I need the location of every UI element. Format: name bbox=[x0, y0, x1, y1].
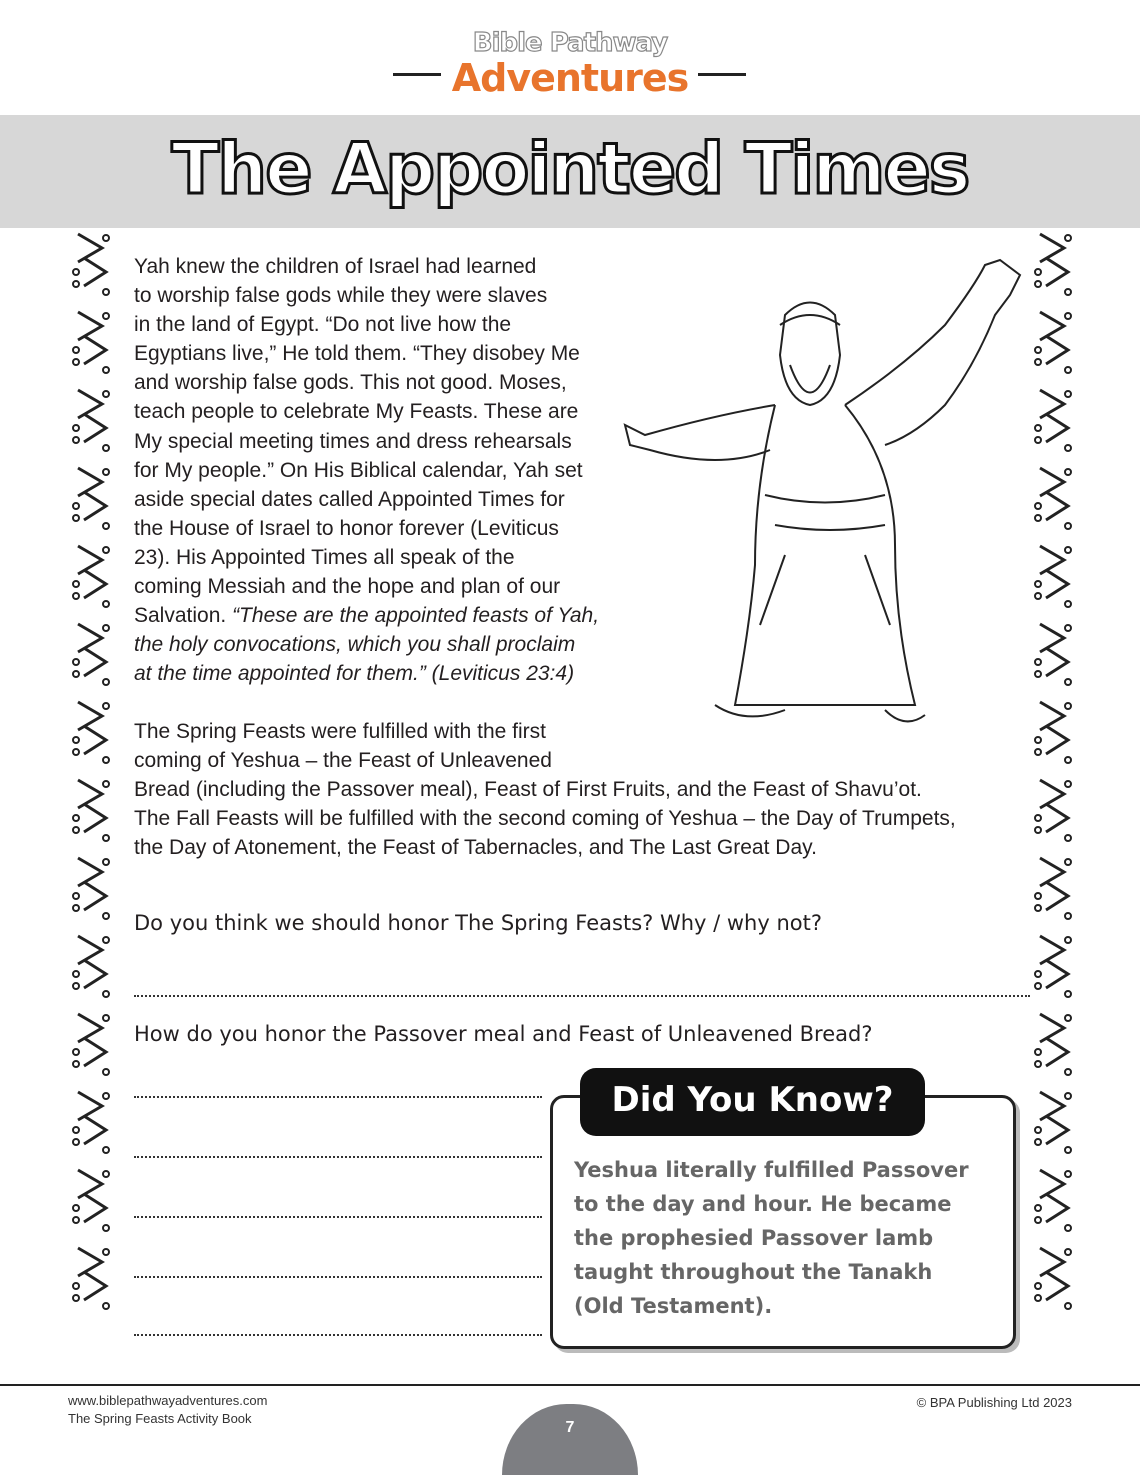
border-motif-icon bbox=[73, 390, 109, 451]
text-line: aside special dates called Appointed Times for bbox=[134, 487, 565, 511]
border-motif-icon bbox=[1035, 936, 1071, 997]
text-line: Yeshua literally fulfilled Passover bbox=[574, 1158, 969, 1182]
intro-paragraph bbox=[134, 252, 599, 688]
border-motif-icon bbox=[1035, 546, 1071, 607]
text-line: the prophesied Passover lamb bbox=[574, 1226, 934, 1250]
footer-copyright: © BPA Publishing Ltd 2023 bbox=[916, 1395, 1072, 1410]
page-title: The Appointed Times bbox=[171, 128, 969, 210]
answer-line-6[interactable] bbox=[134, 1334, 542, 1336]
text-line: Egyptians live,” He told them. “They disobey Me bbox=[134, 342, 580, 366]
text-line: in the land of Egypt. “Do not live how the bbox=[134, 313, 512, 337]
answer-line-4[interactable] bbox=[134, 1216, 542, 1218]
answer-line-1[interactable] bbox=[134, 995, 1030, 997]
border-motif-icon bbox=[73, 702, 109, 763]
text-line: and worship false gods. This not good. Moses, bbox=[134, 371, 567, 395]
text-line: to worship false gods while they were slaves bbox=[134, 284, 548, 308]
feasts-paragraph bbox=[134, 717, 956, 862]
text-line: the Day of Atonement, the Feast of Tabernacles, and The Last Great Day. bbox=[134, 836, 817, 860]
text-line: coming of Yeshua – the Feast of Unleavened bbox=[134, 749, 552, 773]
scripture-quote: “These are the appointed feasts of Yah, bbox=[232, 604, 600, 628]
border-motif-icon bbox=[73, 936, 109, 997]
border-motif-icon bbox=[73, 312, 109, 373]
border-motif-icon bbox=[1035, 702, 1071, 763]
border-motif-icon bbox=[73, 1014, 109, 1075]
border-motif-icon bbox=[73, 234, 109, 295]
question-2: How do you honor the Passover meal and Feast of Unleavened Bread? bbox=[134, 1022, 873, 1046]
moses-illustration bbox=[615, 255, 1025, 735]
scripture-quote: at the time appointed for them.” (Leviticus 23:4) bbox=[134, 662, 575, 686]
question-1: Do you think we should honor The Spring Feasts? Why / why not? bbox=[134, 911, 823, 935]
text-line: teach people to celebrate My Feasts. These are bbox=[134, 400, 579, 424]
text-line: Bread (including the Passover meal), Feast of First Fruits, and the Feast of Shavu’ot. bbox=[134, 778, 922, 802]
logo-line-2: Adventures bbox=[451, 56, 689, 100]
text-line: Yah knew the children of Israel had learned bbox=[134, 255, 537, 278]
did-you-know-text bbox=[574, 1153, 969, 1323]
border-motif-icon bbox=[1035, 624, 1071, 685]
footer-book-title: The Spring Feasts Activity Book bbox=[68, 1411, 252, 1426]
text-line: The Spring Feasts were fulfilled with the first bbox=[134, 720, 547, 743]
border-motif-icon bbox=[73, 468, 109, 529]
text-line: Salvation. bbox=[134, 604, 233, 628]
text-line: for My people.” On His Biblical calendar, Yah set bbox=[134, 458, 583, 482]
border-motif-icon bbox=[1035, 1248, 1071, 1309]
border-motif-icon bbox=[1035, 1014, 1071, 1075]
text-line: coming Messiah and the hope and plan of our bbox=[134, 575, 561, 599]
border-motif-icon bbox=[1035, 312, 1071, 373]
border-motif-icon bbox=[1035, 234, 1071, 295]
border-motif-icon bbox=[1035, 390, 1071, 451]
answer-line-2[interactable] bbox=[134, 1096, 542, 1098]
border-motif-icon bbox=[73, 858, 109, 919]
page-number bbox=[502, 1404, 638, 1475]
border-motif-icon bbox=[73, 1170, 109, 1231]
text-line: The Fall Feasts will be fulfilled with the second coming of Yeshua – the Day of Trumpets, bbox=[134, 807, 956, 831]
text-line: (Old Testament). bbox=[574, 1294, 773, 1318]
border-motif-icon bbox=[73, 546, 109, 607]
border-motif-icon bbox=[1035, 1092, 1071, 1153]
border-motif-icon bbox=[1035, 780, 1071, 841]
border-motif-icon bbox=[1035, 1170, 1071, 1231]
decorative-border-right bbox=[1028, 228, 1076, 1383]
border-motif-icon bbox=[73, 1248, 109, 1309]
logo-line-1: Bible Pathway bbox=[472, 28, 668, 58]
text-line: My special meeting times and dress rehearsals bbox=[134, 429, 572, 453]
footer-website[interactable]: www.biblepathwayadventures.com bbox=[68, 1393, 268, 1408]
border-motif-icon bbox=[73, 780, 109, 841]
text-line: 23). His Appointed Times all speak of the bbox=[134, 545, 515, 569]
did-you-know-heading: Did You Know? bbox=[580, 1068, 925, 1136]
text-line: the House of Israel to honor forever (Leviticus bbox=[134, 516, 559, 540]
footer-rule bbox=[0, 1384, 1140, 1386]
decorative-border-left bbox=[66, 228, 114, 1383]
page-number-text: 7 bbox=[565, 1419, 575, 1436]
border-motif-icon bbox=[1035, 468, 1071, 529]
border-motif-icon bbox=[1035, 858, 1071, 919]
text-line: taught throughout the Tanakh bbox=[574, 1260, 933, 1284]
answer-line-3[interactable] bbox=[134, 1156, 542, 1158]
border-motif-icon bbox=[73, 1092, 109, 1153]
border-motif-icon bbox=[73, 624, 109, 685]
answer-line-5[interactable] bbox=[134, 1276, 542, 1278]
text-line: to the day and hour. He became bbox=[574, 1192, 952, 1216]
scripture-quote: the holy convocations, which you shall proclaim bbox=[134, 633, 576, 657]
